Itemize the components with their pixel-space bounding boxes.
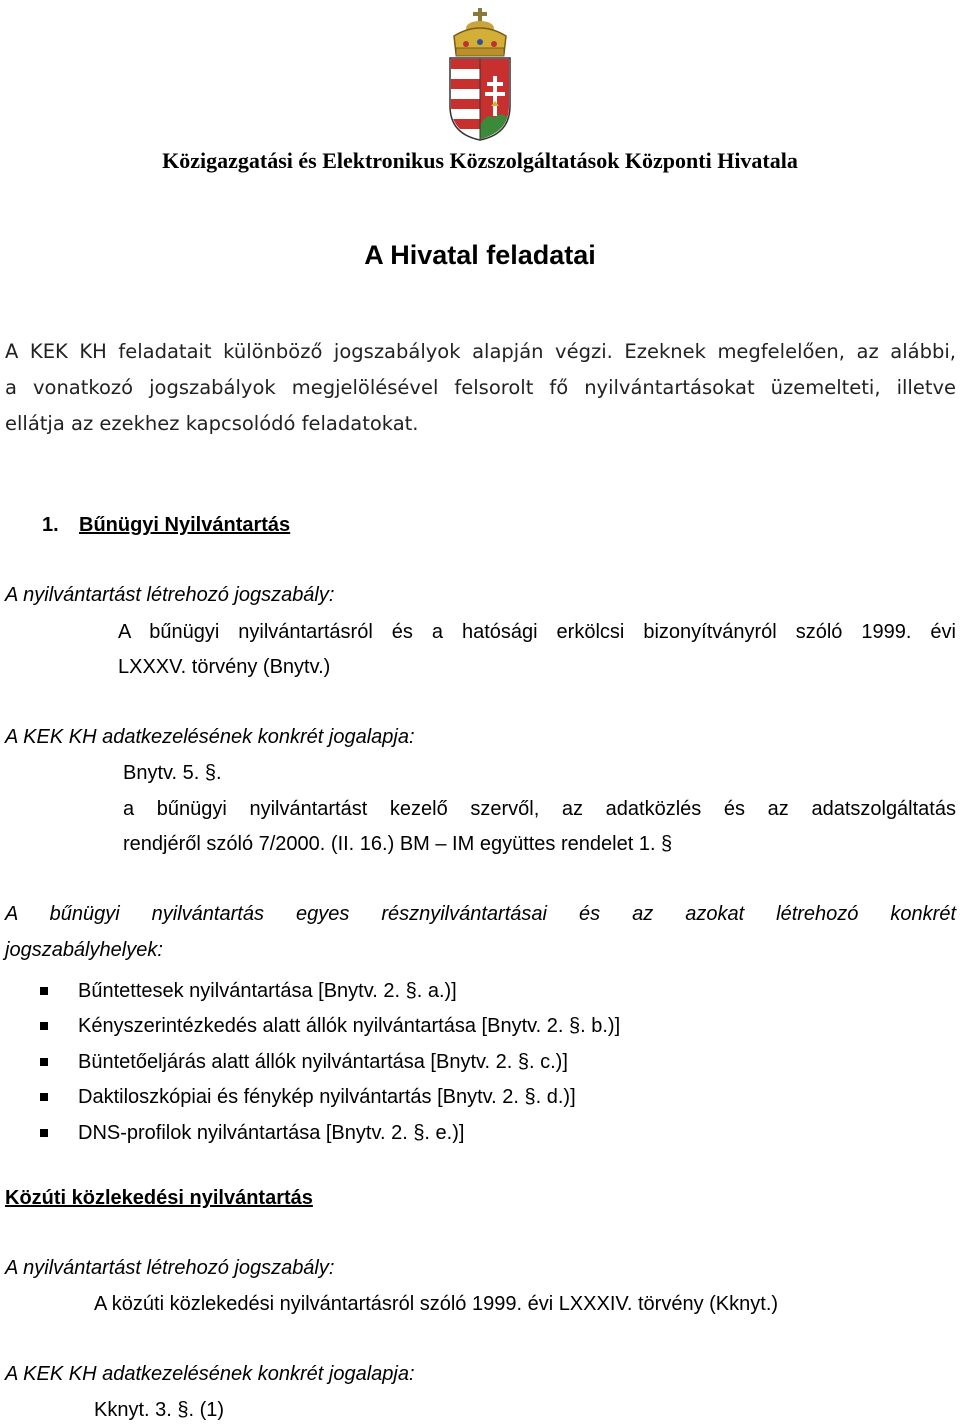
list-item-text: Kényszerintézkedés alatt állók nyilvántartása [Bnytv. 2. §. b.)]: [78, 1015, 621, 1038]
basis-label: A KEK KH adatkezelésének konkrét jogalapja:: [5, 726, 415, 748]
section-number: 1.: [42, 514, 59, 536]
list-item: [40, 1044, 620, 1080]
list-item: [40, 1080, 620, 1116]
list-item: [40, 1115, 620, 1151]
list-item-text: Daktiloszkópiai és fénykép nyilvántartás [Bnytv. 2. §. d.)]: [78, 1086, 576, 1109]
list-item-text: DNS-profilok nyilvántartása [Bnytv. 2. §. e.)]: [78, 1121, 465, 1144]
basis-label: A KEK KH adatkezelésének konkrét jogalapja:: [5, 1363, 415, 1385]
intro-paragraph: [5, 334, 956, 442]
section-heading: Közúti közlekedési nyilvántartás: [5, 1187, 313, 1209]
list-item: [40, 1009, 620, 1045]
square-bullet-icon: [40, 1022, 48, 1030]
law-label: A nyilvántartást létrehozó jogszabály:: [5, 1257, 335, 1279]
coat-of-arms-icon: [446, 6, 514, 142]
sub-registry-list: [40, 973, 620, 1151]
intro-line: a vonatkozó jogszabályok megjelölésével felsorolt fő nyilvántartásokat üzemelteti, illetve: [5, 376, 956, 399]
basis-text: rendjéről szóló 7/2000. (II. 16.) BM – IM együttes rendelet 1. §: [123, 833, 673, 855]
sub-registry-label: jogszabályhelyek:: [5, 939, 163, 961]
law-label: A nyilvántartást létrehozó jogszabály:: [5, 584, 335, 606]
square-bullet-icon: [40, 1093, 48, 1101]
basis-text: a bűnügyi nyilvántartást kezelő szervől, az adatközlés és az adatszolgáltatás: [123, 798, 956, 820]
intro-line: A KEK KH feladatait különböző jogszabályok alapján végzi. Ezeknek megfelelően, az alábbi,: [5, 340, 956, 363]
square-bullet-icon: [40, 1058, 48, 1066]
law-text: A közúti közlekedési nyilvántartásról szóló 1999. évi LXXXIV. törvény (Kknyt.): [94, 1293, 779, 1315]
square-bullet-icon: [40, 987, 48, 995]
list-item-text: Büntetőeljárás alatt állók nyilvántartása [Bnytv. 2. §. c.)]: [78, 1050, 568, 1073]
section-heading: Bűnügyi Nyilvántartás: [79, 514, 291, 536]
organization-name: Közigazgatási és Elektronikus Közszolgáltatások Központi Hivatala: [162, 148, 798, 173]
sub-registry-label: A bűnügyi nyilvántartás egyes résznyilvántartásai és az azokat létrehozó konkrét: [5, 903, 956, 925]
list-item-text: Bűntettesek nyilvántartása [Bnytv. 2. §. a.)]: [78, 979, 457, 1002]
basis-text: Bnytv. 5. §.: [123, 762, 222, 784]
basis-text: Kknyt. 3. §. (1): [94, 1399, 225, 1421]
law-text: A bűnügyi nyilvántartásról és a hatósági erkölcsi bizonyítványról szóló 1999. évi: [118, 621, 956, 643]
intro-line: ellátja az ezekhez kapcsolódó feladatokat.: [5, 412, 419, 435]
square-bullet-icon: [40, 1129, 48, 1137]
list-item: [40, 973, 620, 1009]
page-title: A Hivatal feladatai: [364, 240, 596, 270]
law-text: LXXXV. törvény (Bnytv.): [118, 656, 331, 678]
